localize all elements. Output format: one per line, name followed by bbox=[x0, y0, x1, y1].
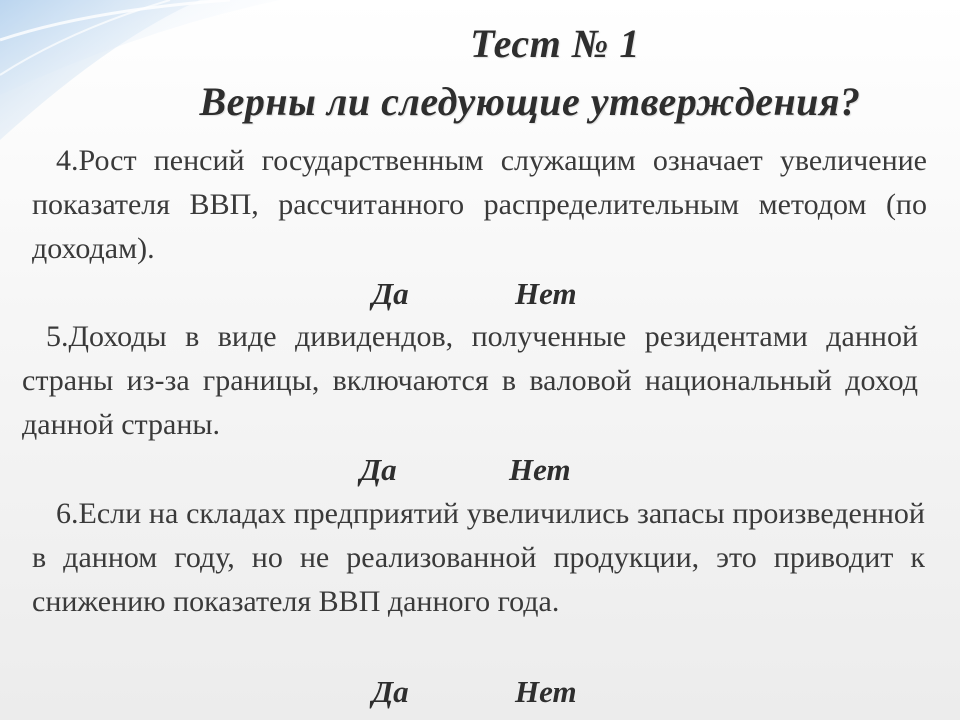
answer-yes-option[interactable]: Да bbox=[372, 674, 409, 709]
answer-no-option[interactable]: Нет bbox=[509, 452, 571, 487]
answer-yes-option[interactable]: Да bbox=[360, 452, 397, 487]
answer-yes-option[interactable]: Да bbox=[372, 276, 409, 311]
question-5-text: 5.Доходы в виде дивидендов, полученные резидентами данной страны из-за границы, включаются в валовой национальный доход данной страны. bbox=[22, 320, 918, 441]
question-4-text: 4.Рост пенсий государственным служащим означает увеличение показателя ВВП, рассчитанного распределительным методом (по доходам). bbox=[32, 144, 927, 265]
question-6-text: 6.Если на складах предприятий увеличились запасы произведенной в данном году, но не реализованной продукции, это приводит к снижению показателя ВВП данного года. bbox=[32, 497, 925, 618]
answer-no-option[interactable]: Нет bbox=[515, 674, 577, 709]
slide-subtitle: Верны ли следующие утверждения? bbox=[199, 79, 861, 124]
answer-no-option[interactable]: Нет bbox=[515, 276, 577, 311]
slide-title: Тест № 1 bbox=[470, 21, 640, 66]
